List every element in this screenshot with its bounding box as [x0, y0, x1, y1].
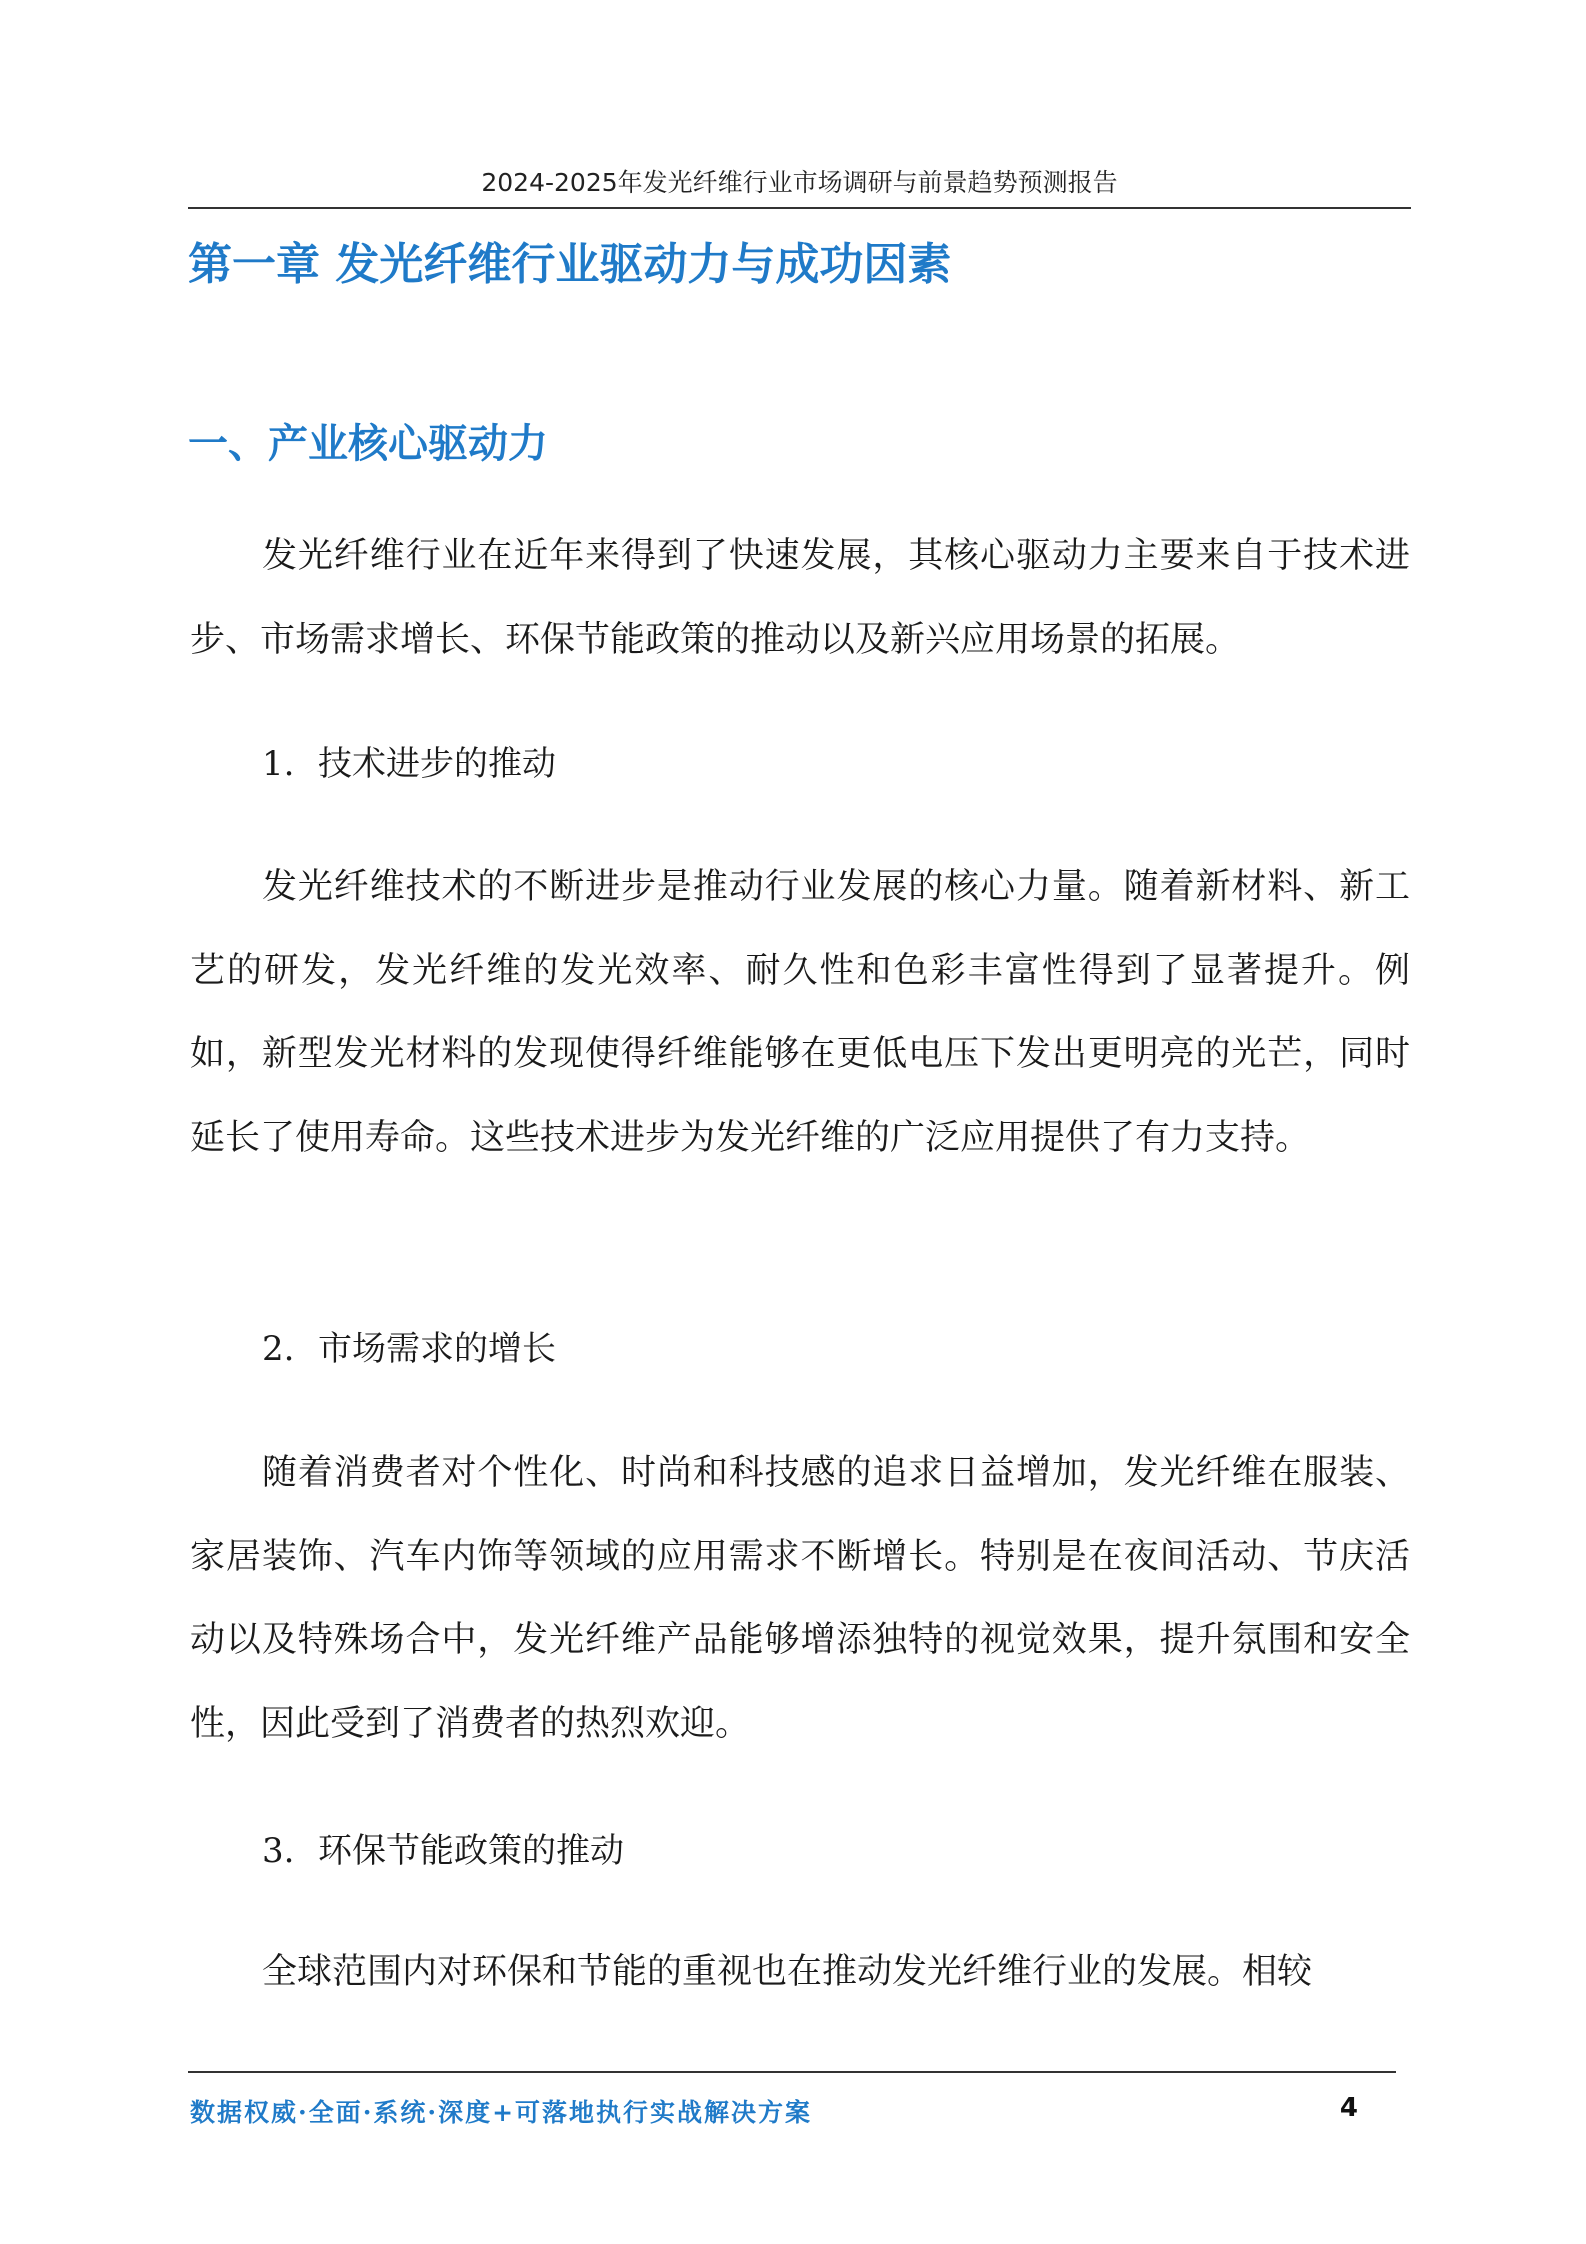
page-number: 4 — [1339, 2093, 1358, 2123]
subsection-title: 技术进步的推动 — [318, 744, 556, 784]
header-divider — [188, 207, 1411, 209]
subsection-number: 2. — [262, 1329, 295, 1369]
subsection-number: 3. — [262, 1831, 295, 1871]
subsection-paragraph: 随着消费者对个性化、时尚和科技感的追求日益增加，发光纤维在服装、家居装饰、汽车内饰等领域的应用需求不断增长。特别是在夜间活动、节庆活动以及特殊场合中，发光纤维产品能够增添独特的视觉效果，提升氛围和安全性，因此受到了消费者的热烈欢迎。 — [190, 1453, 1410, 1744]
footer-slogan: 数据权威·全面·系统·深度+可落地执行实战解决方案 — [190, 2098, 813, 2127]
intro-paragraph: 发光纤维行业在近年来得到了快速发展，其核心驱动力主要来自于技术进步、市场需求增长、环保节能政策的推动以及新兴应用场景的拓展。 — [190, 536, 1410, 660]
subsection-paragraph: 全球范围内对环保和节能的重视也在推动发光纤维行业的发展。相较 — [262, 1952, 1313, 1992]
subsection-title: 环保节能政策的推动 — [318, 1831, 624, 1871]
subsection-heading — [262, 1823, 624, 1872]
subsection-number: 1. — [262, 744, 295, 784]
subsection-heading — [262, 1321, 556, 1370]
footer-divider — [188, 2071, 1396, 2073]
section-title: 一、产业核心驱动力 — [188, 421, 548, 467]
chapter-title: 第一章 发光纤维行业驱动力与成功因素 — [188, 239, 952, 290]
subsection-heading — [262, 736, 556, 785]
running-header: 2024-2025年发光纤维行业市场调研与前景趋势预测报告 — [481, 168, 1118, 197]
subsection-title: 市场需求的增长 — [318, 1329, 556, 1369]
subsection-paragraph: 发光纤维技术的不断进步是推动行业发展的核心力量。随着新材料、新工艺的研发，发光纤维的发光效率、耐久性和色彩丰富性得到了显著提升。例如，新型发光材料的发现使得纤维能够在更低电压下发出更明亮的光芒，同时延长了使用寿命。这些技术进步为发光纤维的广泛应用提供了有力支持。 — [190, 867, 1410, 1158]
